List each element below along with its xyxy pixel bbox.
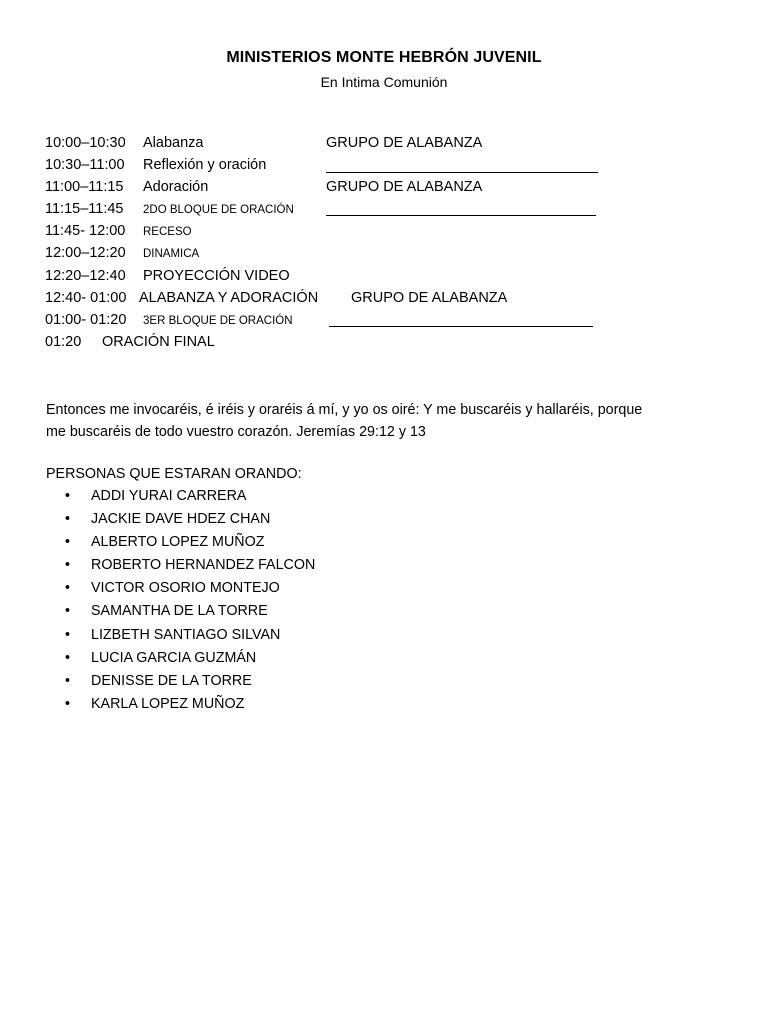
bullet-icon: • [65,511,71,528]
verse-line: me buscaréis de todo vuestro corazón. Jeremías 29:12 y 13 [46,424,426,440]
bullet-icon: • [65,557,71,574]
leader-blank-line [329,326,593,327]
schedule-activity: PROYECCIÓN VIDEO [143,267,290,284]
schedule-row [45,268,705,290]
schedule-activity: ORACIÓN FINAL [102,333,215,350]
bullet-icon: • [65,649,71,666]
schedule-row [45,201,705,223]
bullet-icon: • [65,580,71,597]
prayers-heading: PERSONAS QUE ESTARAN ORANDO: [46,466,302,482]
bullet-icon: • [65,603,71,620]
schedule-time: 11:00–11:15 [45,179,124,196]
schedule-row [45,245,705,267]
schedule-activity: Adoración [143,179,209,196]
schedule-activity: DINAMICA [143,248,200,261]
person-name: LUCIA GARCIA GUZMÁN [91,649,257,666]
schedule-time: 10:30–11:00 [45,157,125,174]
schedule-row [45,135,705,157]
bullet-icon: • [65,695,71,712]
leader-blank-line [326,172,598,173]
bullet-icon: • [65,672,71,689]
schedule-time: 10:00–10:30 [45,135,126,151]
bible-verse [46,399,736,443]
schedule-row [45,179,705,201]
schedule-leader: GRUPO DE ALABANZA [326,179,483,196]
schedule-row [45,334,705,356]
bullet-icon: • [65,488,71,504]
bullet-icon: • [65,534,71,551]
person-name: LIZBETH SANTIAGO SILVAN [91,626,281,643]
schedule-time: 12:00–12:20 [45,245,126,262]
schedule-activity: Reflexión y oración [143,157,267,174]
person-name: SAMANTHA DE LA TORRE [91,603,268,620]
verse-line: Entonces me invocaréis, é iréis y oraréis á mí, y yo os oiré: Y me buscaréis y hallaréis, porque [46,402,643,418]
schedule-row [45,312,705,334]
schedule-time: 11:45- 12:00 [45,223,126,240]
person-name: ALBERTO LOPEZ MUÑOZ [91,534,265,551]
person-name: JACKIE DAVE HDEZ CHAN [91,511,271,528]
person-name: ADDI YURAI CARRERA [91,488,247,504]
schedule-leader: GRUPO DE ALABANZA [326,135,483,151]
schedule-time: 11:15–11:45 [45,201,124,218]
person-name: DENISSE DE LA TORRE [91,672,252,689]
bullet-icon: • [65,626,71,643]
person-name: ROBERTO HERNANDEZ FALCON [91,557,316,574]
schedule-row [45,290,705,312]
person-name: KARLA LOPEZ MUÑOZ [91,695,245,712]
schedule-time: 01:00- 01:20 [45,311,127,328]
document-subtitle: En Intima Comunión [320,74,448,90]
schedule-leader: GRUPO DE ALABANZA [351,289,508,306]
person-name: VICTOR OSORIO MONTEJO [91,580,280,597]
document-title: MINISTERIOS MONTE HEBRÓN JUVENIL [226,49,542,66]
schedule-list [45,135,705,356]
schedule-activity: 2DO BLOQUE DE ORACIÓN [143,204,294,217]
schedule-activity: RECESO [143,226,192,239]
schedule-time: 12:40- 01:00 [45,289,127,306]
schedule-time: 01:20 [45,333,82,350]
schedule-activity: Alabanza [143,135,204,151]
schedule-row [45,157,705,179]
leader-blank-line [326,215,596,216]
schedule-activity: 3ER BLOQUE DE ORACIÓN [143,314,293,327]
schedule-row [45,223,705,245]
schedule-time: 12:20–12:40 [45,267,126,284]
schedule-activity: ALABANZA Y ADORACIÓN [139,289,319,306]
